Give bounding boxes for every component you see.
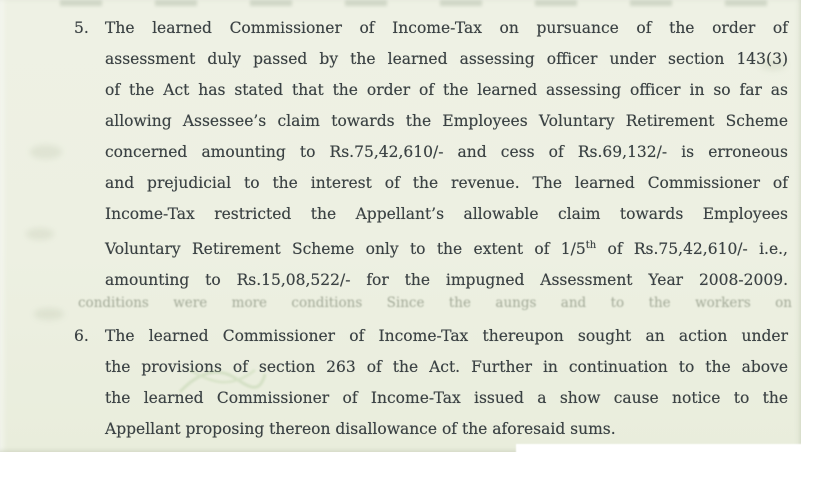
scan-smudge-artifact: [26, 228, 54, 240]
scan-smudge-artifact: [760, 60, 786, 70]
text-line: assessment duly passed by the learned assessing officer under section 143(3): [105, 50, 788, 68]
text-line-with-superscript: [105, 230, 788, 265]
paragraph-number: 6.: [74, 327, 89, 345]
text-line: the provisions of section 263 of the Act. Further in continuation to the above: [105, 358, 788, 376]
scan-bleedthrough-top-artifact: [60, 0, 800, 6]
bleedthrough-text-artifact: conditions were more conditions Since the aungs and to the workers on: [78, 295, 792, 311]
text-line: The learned Commissioner of Income-Tax thereupon sought an action under: [105, 327, 788, 345]
text-line: Appellant proposing thereon disallowance of the aforesaid sums.: [105, 420, 616, 438]
paragraph-number: 5.: [74, 19, 89, 37]
paragraph-5: [74, 13, 788, 296]
text-segment: of Rs.75,42,610/- i.e.,: [596, 240, 788, 258]
text-line: the learned Commissioner of Income-Tax issued a show cause notice to the: [105, 389, 788, 407]
text-line: The learned Commissioner of Income-Tax on pursuance of the order of: [105, 19, 788, 37]
text-line: allowing Assessee’s claim towards the Employees Voluntary Retirement Scheme: [105, 112, 788, 130]
text-line: amounting to Rs.15,08,522/- for the impugned Assessment Year 2008-2009.: [105, 271, 788, 289]
text-line: Income-Tax restricted the Appellant’s allowable claim towards Employees: [105, 205, 788, 223]
text-line: and prejudicial to the interest of the revenue. The learned Commissioner of: [105, 174, 788, 192]
scan-margin-bottom: [0, 452, 832, 478]
text-line: concerned amounting to Rs.75,42,610/- and cess of Rs.69,132/- is erroneous: [105, 143, 788, 161]
scan-smudge-artifact: [30, 145, 62, 159]
bleedthrough-squiggle-artifact: [175, 360, 270, 400]
scan-smudge-artifact: [34, 308, 64, 320]
text-line: of the Act has stated that the order of the learned assessing officer in so far as: [105, 81, 788, 99]
scan-margin-right: [801, 0, 832, 478]
ordinal-superscript: th: [585, 240, 597, 251]
text-segment: Voluntary Retirement Scheme only to the extent of 1/5: [105, 240, 586, 258]
